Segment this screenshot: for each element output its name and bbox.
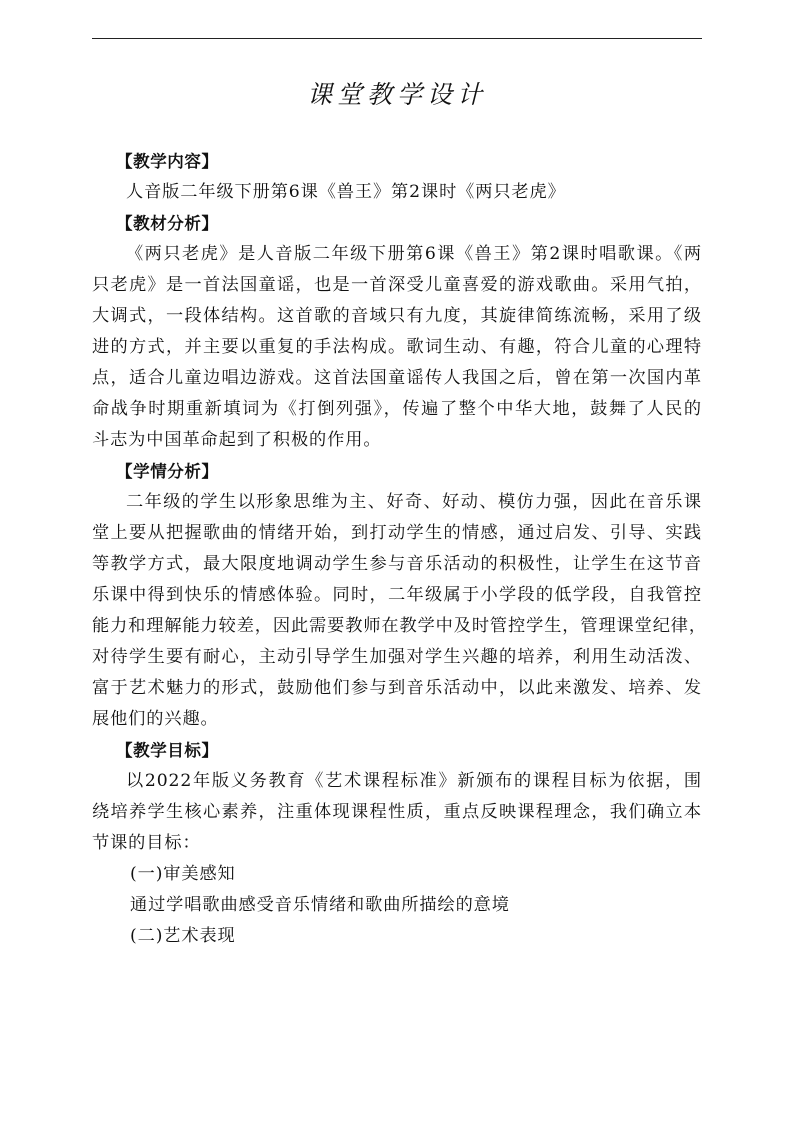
header-rule [92,38,702,39]
paragraph-line: 命战争时期重新填词为《打倒列强》，传遍了整个中华大地，鼓舞了人民的 [92,399,702,419]
paragraph-line: 只老虎》是一首法国童谣，也是一首深受儿童喜爱的游戏歌曲。采用气拍， [92,275,702,295]
subheading-aesthetic-perception: (一)审美感知 [130,864,236,884]
document-body [92,146,707,952]
paragraph-line: 《两只老虎》是人音版二年级下册第6课《兽王》第2课时唱歌课。《两 [126,244,702,264]
paragraph-line: 人音版二年级下册第6课《兽王》第2课时《两只老虎》 [126,182,566,202]
paragraph-line: 以2022年版义务教育《艺术课程标准》新颁布的课程目标为依据，围 [126,771,702,791]
document-title: 课堂教学设计 [306,80,487,109]
paragraph-line: 节课的目标： [92,833,201,853]
paragraph-line: 乐课中得到快乐的情感体验。同时，二年级属于小学段的低学段，自我管控 [92,585,702,605]
paragraph-line: 进的方式，并主要以重复的手法构成。歌词生动、有趣，符合儿童的心理特 [92,337,702,357]
section-heading-goals: 【教学目标】 [116,741,219,760]
paragraph-line: 富于艺术魅力的形式，鼓励他们参与到音乐活动中，以此来激发、培养、发 [92,678,702,698]
paragraph-line: 堂上要从把握歌曲的情绪开始，到打动学生的情感，通过启发、引导、实践 [92,523,702,543]
paragraph-line: 能力和理解能力较差，因此需要教师在教学中及时管控学生，管理课堂纪律， [92,616,707,636]
paragraph-line: 绕培养学生核心素养，注重体现课程性质，重点反映课程理念，我们确立本 [92,802,702,822]
paragraph-line: 通过学唱歌曲感受音乐情绪和歌曲所描绘的意境 [130,895,510,915]
paragraph-line: 二年级的学生以形象思维为主、好奇、好动、模仿力强，因此在音乐课 [126,492,702,512]
paragraph-line: 大调式，一段体结构。这首歌的音域只有九度，其旋律简练流畅，采用了级 [92,306,702,326]
paragraph-line: 展他们的兴趣。 [92,709,219,729]
paragraph-line: 点，适合儿童边唱边游戏。这首法国童谣传人我国之后，曾在第一次国内革 [92,368,702,388]
subheading-artistic-expression: (二)艺术表现 [130,926,236,946]
paragraph-line: 对待学生要有耐心，主动引导学生加强对学生兴趣的培养，利用生动活泼、 [92,647,702,667]
section-heading-students: 【学情分析】 [116,462,219,481]
paragraph-line: 等教学方式，最大限度地调动学生参与音乐活动的积极性，让学生在这节音 [92,554,702,574]
paragraph-line: 斗志为中国革命起到了积极的作用。 [92,430,382,450]
section-heading-material: 【教材分析】 [116,214,219,233]
section-heading-content: 【教学内容】 [116,152,219,171]
